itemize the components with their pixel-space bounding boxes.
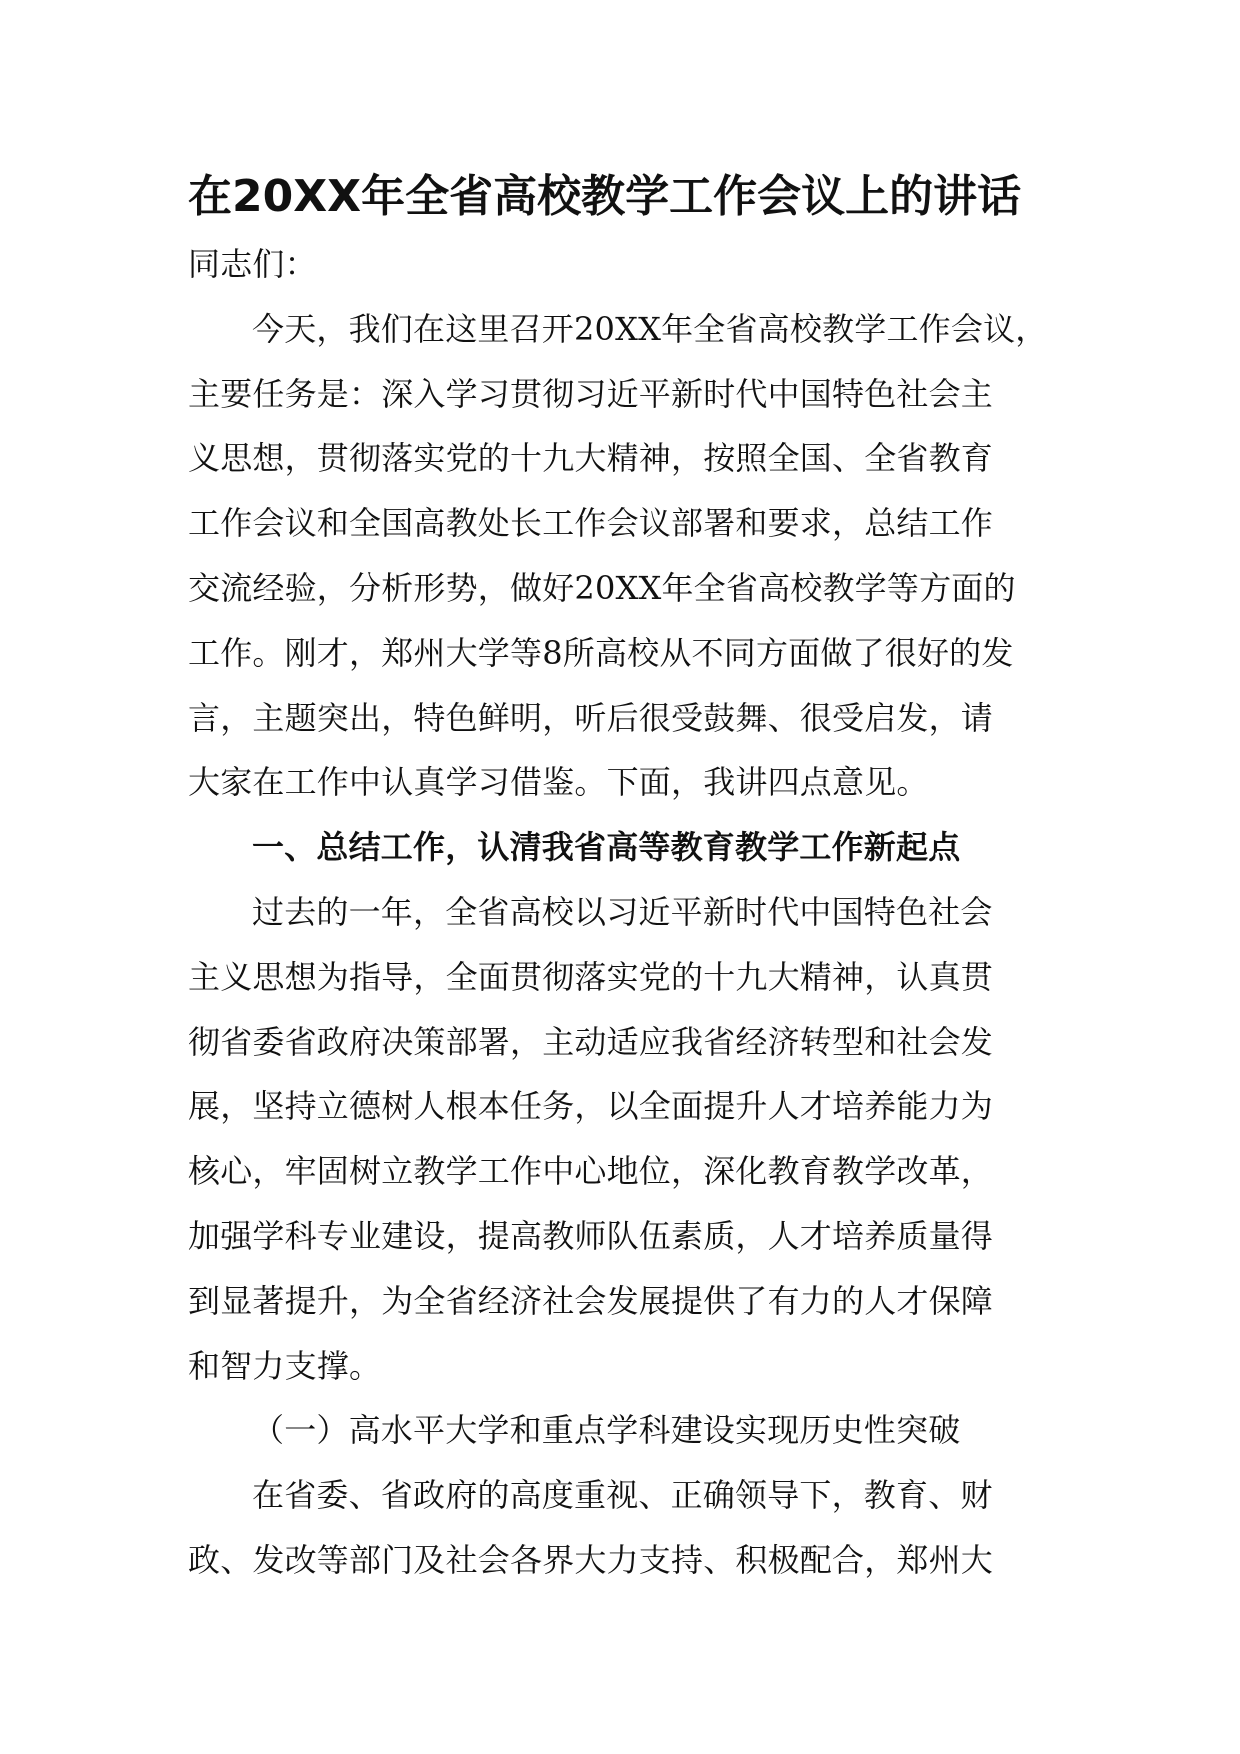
paragraph-line: 工作会议和全国高教处长工作会议部署和要求，总结工作 — [188, 504, 994, 543]
paragraph-line: 到显著提升，为全省经济社会发展提供了有力的人才保障 — [188, 1281, 994, 1320]
paragraph-line: 今天，我们在这里召开20XX年全省高校教学工作会议， — [252, 309, 1048, 348]
paragraph-line: 加强学科专业建设，提高教师队伍素质，人才培养质量得 — [188, 1216, 994, 1255]
paragraph-line: 和智力支撑。 — [188, 1346, 382, 1385]
salutation: 同志们： — [188, 245, 317, 283]
paragraph-line: 过去的一年，全省高校以习近平新时代中国特色社会 — [252, 892, 993, 931]
document-body — [188, 232, 1068, 1593]
paragraph-line: 核心，牢固树立教学工作中心地位，深化教育教学改革， — [188, 1152, 994, 1191]
paragraph-line: 彻省委省政府决策部署，主动适应我省经济转型和社会发 — [188, 1022, 994, 1061]
paragraph-line: 交流经验，分析形势，做好20XX年全省高校教学等方面的 — [188, 568, 1016, 607]
paragraph-line: 义思想，贯彻落实党的十九大精神，按照全国、全省教育 — [188, 439, 994, 478]
paragraph-line: 在省委、省政府的高度重视、正确领导下，教育、财 — [252, 1476, 993, 1515]
section-heading: 一、总结工作，认清我省高等教育教学工作新起点 — [252, 828, 961, 867]
paragraph-line: 主义思想为指导，全面贯彻落实党的十九大精神，认真贯 — [188, 957, 994, 996]
paragraph-line: 大家在工作中认真学习借鉴。下面，我讲四点意见。 — [188, 763, 929, 802]
document-title: 在20XX年全省高校教学工作会议上的讲话 — [188, 171, 1022, 222]
paragraph-line: 主要任务是：深入学习贯彻习近平新时代中国特色社会主 — [188, 374, 994, 413]
paragraph-line: 言，主题突出，特色鲜明，听后很受鼓舞、很受启发，请 — [188, 698, 994, 737]
subsection-heading: （一）高水平大学和重点学科建设实现历史性突破 — [252, 1411, 961, 1450]
paragraph-line: 工作。刚才，郑州大学等8所高校从不同方面做了很好的发 — [188, 633, 1014, 672]
paragraph-line: 展，坚持立德树人根本任务，以全面提升人才培养能力为 — [188, 1087, 994, 1126]
paragraph-line: 政、发改等部门及社会各界大力支持、积极配合，郑州大 — [188, 1540, 994, 1579]
